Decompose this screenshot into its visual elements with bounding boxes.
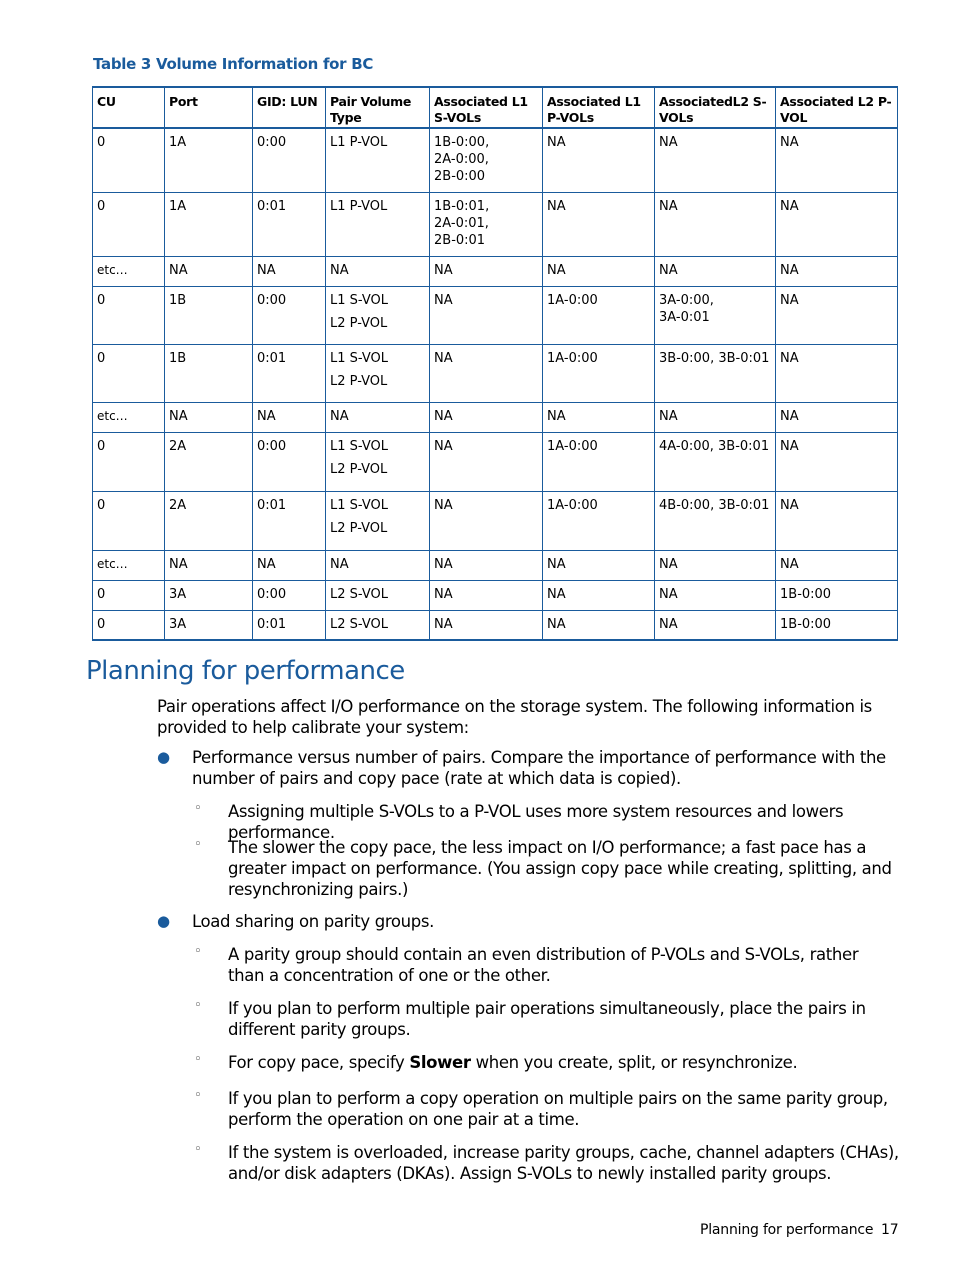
- table-cell-line: NA: [659, 408, 678, 424]
- table-cell-line: NA: [659, 586, 678, 602]
- table-cell: [430, 344, 543, 402]
- table-cell: NA: [543, 256, 655, 286]
- table-cell: 1A-0:00: [543, 432, 655, 491]
- table-cell: NA: [543, 550, 655, 580]
- table-cell-line: L1 S-VOL: [330, 497, 388, 513]
- table-cell: 0:00: [253, 432, 326, 491]
- table-header-row: [93, 87, 898, 128]
- table-cell: [655, 344, 776, 402]
- table-header-cell: GID: LUN: [253, 87, 326, 128]
- table-cell-line: L1 P-VOL: [330, 135, 388, 150]
- table-cell: NA: [776, 192, 898, 256]
- table-cell: [655, 256, 776, 286]
- bullet-item: Performance versus number of pairs. Compare the importance of performance with the number of pairs and copy pace (rate at which data is copied).: [192, 748, 886, 788]
- table-cell-line: L1 P-VOL: [330, 198, 388, 214]
- table-cell: NA: [776, 432, 898, 491]
- table-cell: NA: [253, 402, 326, 432]
- intro-paragraph: Pair operations affect I/O performance on the storage system. The following information is provided to help calibrate your system:: [157, 697, 872, 737]
- table-cell: 1A-0:00: [543, 286, 655, 344]
- table-cell-line: 2B-0:01: [434, 232, 486, 248]
- sub-bullet-circle-icon: ◦: [194, 998, 202, 1013]
- table-cell: [655, 128, 776, 192]
- footer-page-number: 17: [881, 1222, 899, 1238]
- table-cell: 0:00: [253, 128, 326, 192]
- table-cell-line: 4B-0:00, 3B-0:01: [659, 497, 770, 513]
- table-cell: [655, 550, 776, 580]
- table-row: [93, 550, 898, 580]
- sub-bullet-item: The slower the copy pace, the less impact on I/O performance; a fast pace has a greater impact on performance. (You assign copy pace while creating, splitting, and resynchronizing pairs.): [228, 838, 892, 899]
- table-cell: [430, 286, 543, 344]
- table-cell: [655, 432, 776, 491]
- sub-bullet-circle-icon: ◦: [194, 1088, 202, 1103]
- table-cell: 0: [93, 432, 165, 491]
- sub-bullet-circle-icon: ◦: [194, 1142, 202, 1157]
- table-cell: NA: [776, 550, 898, 580]
- table-cell: etc…: [93, 550, 165, 580]
- table-cell: [430, 192, 543, 256]
- table-row: [93, 580, 898, 610]
- table-cell: [655, 192, 776, 256]
- table-header-cell: CU: [93, 87, 165, 128]
- table-header-cell: Port: [165, 87, 253, 128]
- table-cell: NA: [543, 580, 655, 610]
- table-cell: NA: [165, 402, 253, 432]
- table-row: [93, 192, 898, 256]
- bullet-dot-icon: ●: [157, 748, 171, 766]
- table-cell: 1A-0:00: [543, 344, 655, 402]
- table-cell: 0:00: [253, 286, 326, 344]
- table-cell-line: L2 P-VOL: [330, 315, 388, 331]
- table-cell-line: L1 S-VOL: [330, 350, 388, 366]
- table-cell: 0:01: [253, 491, 326, 550]
- table-row: [93, 256, 898, 286]
- table-header-cell: Associated L1 P-VOLs: [543, 87, 655, 128]
- table-cell: 0:01: [253, 610, 326, 640]
- table-cell: [430, 491, 543, 550]
- table-cell: [430, 580, 543, 610]
- table-cell: NA: [253, 550, 326, 580]
- table-cell-line: NA: [434, 497, 453, 513]
- table-cell-line: 4A-0:00, 3B-0:01: [659, 438, 770, 454]
- table-cell-line: NA: [659, 556, 678, 572]
- table-cell: [430, 256, 543, 286]
- sub-bullet-item: Assigning multiple S-VOLs to a P-VOL uses more system resources and lowers performance.: [228, 802, 844, 842]
- table-cell: 1B: [165, 286, 253, 344]
- table-cell: [430, 402, 543, 432]
- table-row: [93, 128, 898, 192]
- table-cell-line: 2B-0:00: [434, 169, 486, 184]
- table-cell-line: NA: [659, 616, 678, 632]
- table-cell-line: NA: [330, 556, 349, 572]
- table-cell: etc…: [93, 256, 165, 286]
- table-cell: 0: [93, 580, 165, 610]
- table-row: [93, 610, 898, 640]
- table-cell-line: L2 P-VOL: [330, 373, 388, 389]
- table-row: [93, 491, 898, 550]
- table-cell-line: 2A-0:00,: [434, 152, 489, 167]
- table-cell: 0: [93, 286, 165, 344]
- table-header-cell: AssociatedL2 S-VOLs: [655, 87, 776, 128]
- table-cell: [430, 610, 543, 640]
- table-cell-line: NA: [434, 262, 453, 278]
- table-cell-line: 2A-0:01,: [434, 215, 489, 231]
- table-cell: [430, 432, 543, 491]
- table-cell-line: L2 P-VOL: [330, 461, 388, 477]
- table-header-cell: Associated L2 P-VOL: [776, 87, 898, 128]
- table-cell: [326, 402, 430, 432]
- table-cell: NA: [253, 256, 326, 286]
- table-cell: 0: [93, 192, 165, 256]
- table-cell: 0: [93, 128, 165, 192]
- table-cell-line: L1 S-VOL: [330, 438, 388, 454]
- sub-bullet-item: [228, 1052, 899, 1073]
- table-cell: 0:01: [253, 344, 326, 402]
- table-cell: [655, 402, 776, 432]
- table-cell: [655, 610, 776, 640]
- table-cell: 1A: [165, 128, 253, 192]
- table-cell: [326, 344, 430, 402]
- table-cell: 0: [93, 491, 165, 550]
- sub-bullet-circle-icon: ◦: [194, 944, 202, 959]
- table-cell-line: L2 S-VOL: [330, 586, 388, 602]
- table-cell: NA: [543, 402, 655, 432]
- table-cell: NA: [543, 128, 655, 192]
- table-cell: [430, 550, 543, 580]
- table-cell: NA: [165, 550, 253, 580]
- table-row: [93, 402, 898, 432]
- table-cell-line: 1B-0:01,: [434, 198, 490, 214]
- table-cell: [326, 192, 430, 256]
- table-cell: NA: [543, 192, 655, 256]
- table-cell: [326, 580, 430, 610]
- table-cell-line: 3A-0:01: [659, 309, 710, 325]
- volume-information-table: [92, 86, 898, 641]
- sub-bullet-circle-icon: ◦: [194, 837, 202, 852]
- table-cell-line: NA: [434, 408, 453, 424]
- table-cell: 3A: [165, 580, 253, 610]
- table-cell: NA: [165, 256, 253, 286]
- sub-bullet-text: For copy pace, specify: [228, 1053, 410, 1072]
- table-caption: Table 3 Volume Information for BC: [93, 55, 374, 73]
- table-cell: [326, 491, 430, 550]
- table-cell: [326, 550, 430, 580]
- table-cell: 2A: [165, 491, 253, 550]
- table-cell: 1B-0:00: [776, 610, 898, 640]
- table-cell-line: NA: [434, 292, 453, 308]
- table-header-cell: Associated L1 S-VOLs: [430, 87, 543, 128]
- table-row: [93, 344, 898, 402]
- table-body: [93, 128, 898, 640]
- table-cell-line: NA: [434, 556, 453, 572]
- table-cell-line: 3A-0:00,: [659, 292, 714, 308]
- bullet-dot-icon: ●: [157, 912, 171, 930]
- table-cell-line: NA: [434, 586, 453, 602]
- table-cell: 0:00: [253, 580, 326, 610]
- table-cell: NA: [776, 256, 898, 286]
- table-header-cell: Pair Volume Type: [326, 87, 430, 128]
- table-cell: NA: [776, 128, 898, 192]
- table-cell: [655, 580, 776, 610]
- section-title: Planning for performance: [86, 656, 405, 686]
- table-cell: 1B-0:00: [776, 580, 898, 610]
- sub-bullet-item: If you plan to perform a copy operation on multiple pairs on the same parity group, perform the operation on one pair at a time.: [228, 1089, 888, 1129]
- sub-bullet-circle-icon: ◦: [194, 801, 202, 816]
- sub-bullet-item: If you plan to perform multiple pair operations simultaneously, place the pairs in different parity groups.: [228, 999, 866, 1039]
- table-cell-line: NA: [330, 408, 349, 424]
- table-cell: [326, 432, 430, 491]
- table-cell: 1B: [165, 344, 253, 402]
- table-row: [93, 286, 898, 344]
- table-cell: 0: [93, 344, 165, 402]
- table-cell: [326, 286, 430, 344]
- table-cell: 3A: [165, 610, 253, 640]
- table-cell-line: 1B-0:00,: [434, 135, 490, 150]
- table-cell: NA: [776, 402, 898, 432]
- table-cell: [655, 491, 776, 550]
- sub-bullet-item: A parity group should contain an even distribution of P-VOLs and S-VOLs, rather than a concentration of one or the other.: [228, 945, 859, 985]
- table-cell: 1A-0:00: [543, 491, 655, 550]
- table-cell-line: NA: [434, 350, 453, 366]
- table-cell: 0:01: [253, 192, 326, 256]
- table-row: [93, 432, 898, 491]
- table-cell: 1A: [165, 192, 253, 256]
- sub-bullet-circle-icon: ◦: [194, 1052, 202, 1067]
- table-cell: NA: [776, 286, 898, 344]
- footer-section-name: Planning for performance: [700, 1222, 874, 1238]
- table-cell: NA: [776, 344, 898, 402]
- table-cell-line: 3B-0:00, 3B-0:01: [659, 350, 770, 366]
- table-cell: [326, 610, 430, 640]
- table-cell-line: NA: [659, 135, 678, 150]
- table-cell-line: NA: [330, 262, 349, 278]
- table-cell: [430, 128, 543, 192]
- table-cell: [326, 256, 430, 286]
- table-cell-line: NA: [434, 438, 453, 454]
- table-cell-line: NA: [434, 616, 453, 632]
- table-cell: NA: [543, 610, 655, 640]
- bullet-item: Load sharing on parity groups.: [192, 912, 435, 931]
- table-cell: etc…: [93, 402, 165, 432]
- slower-keyword: Slower: [409, 1053, 471, 1072]
- table-cell-line: NA: [659, 262, 678, 278]
- sub-bullet-item: If the system is overloaded, increase parity groups, cache, channel adapters (CHAs), and/or disk adapters (DKAs). Assign S-VOLs to newly installed parity groups.: [228, 1143, 899, 1183]
- table-cell-line: L2 S-VOL: [330, 616, 388, 632]
- table-cell: [655, 286, 776, 344]
- table-cell-line: L2 P-VOL: [330, 520, 388, 536]
- table-cell-line: NA: [659, 198, 678, 214]
- table-cell-line: L1 S-VOL: [330, 292, 388, 308]
- table-cell: [326, 128, 430, 192]
- table-cell: 2A: [165, 432, 253, 491]
- sub-bullet-text: when you create, split, or resynchronize.: [470, 1053, 798, 1072]
- table-cell: 0: [93, 610, 165, 640]
- table-cell: NA: [776, 491, 898, 550]
